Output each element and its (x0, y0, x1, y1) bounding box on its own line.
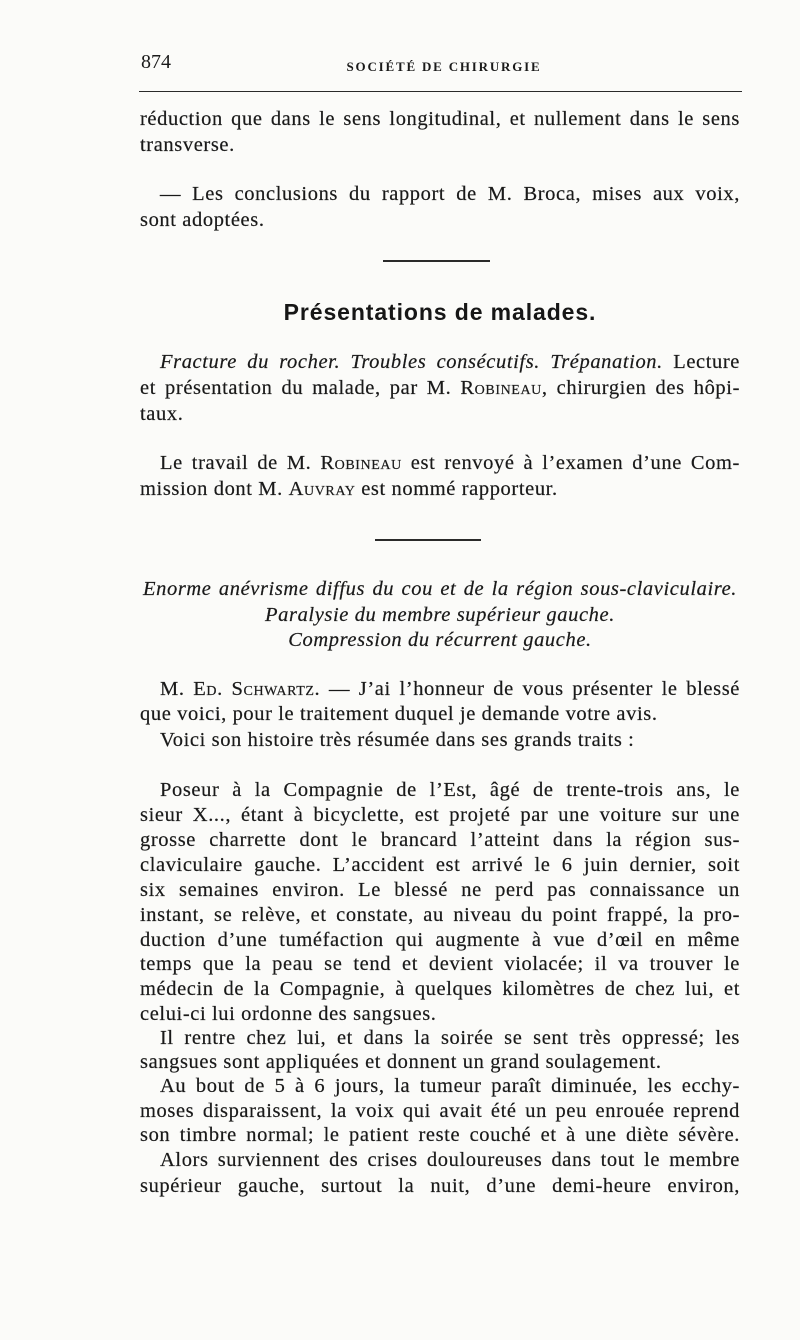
text-span: est renvoyé à l’examen d’une Com- (410, 452, 740, 474)
text-line (160, 451, 740, 476)
text-line: — Les conclusions du rapport de M. Broca, mises aux voix, (160, 183, 740, 205)
text-line: réduction que dans le sens longitudinal, et nullement dans le sens (140, 108, 740, 130)
text-line: moses disparaissent, la voix qui avait été un peu enrouée reprend (140, 1100, 740, 1122)
text-line: instant, se relève, et constate, au niveau du point frappé, la pro- (140, 904, 740, 926)
text-span: M. (160, 678, 185, 700)
text-line (160, 350, 740, 375)
text-line (140, 477, 740, 502)
text-line: que voici, pour le traitement duquel je demande votre avis. (140, 703, 658, 725)
case-title-line: Compression du récurrent gauche. (288, 629, 592, 651)
text-line (160, 677, 740, 702)
text-span: est nommé rapporteur. (361, 478, 558, 500)
section-heading: Présentations de malades. (283, 299, 597, 325)
text-line: son timbre normal; le patient reste couché et à une diète sévère. (140, 1124, 740, 1146)
text-line: claviculaire gauche. L’accident est arrivé le 6 juin dernier, soit (140, 854, 740, 876)
text-span: mission dont M. (140, 478, 283, 500)
text-line: grosse charrette dont le brancard l’atteint dans la région sus- (140, 829, 740, 851)
text-line: Voici son histoire très résumée dans ses grands traits : (160, 729, 635, 751)
text-line: médecin de la Compagnie, à quelques kilomètres de chez lui, et (140, 978, 740, 1000)
text-line: supérieur gauche, surtout la nuit, d’une demi-heure environ, (140, 1175, 740, 1197)
text-line: sont adoptées. (140, 209, 265, 231)
speaker-name: Ed. Schwartz. (193, 678, 321, 700)
text-line (140, 376, 740, 401)
text-line: Alors surviennent des crises douloureuses dans tout le membre (160, 1149, 740, 1171)
rapporteur-name: Auvray (288, 478, 356, 500)
text-line: celui-ci lui ordonne des sangsues. (140, 1003, 437, 1025)
text-span: Le travail de M. (160, 452, 312, 474)
text-span: — J’ai l’honneur de vous présenter le blessé (328, 678, 740, 700)
header-rule (139, 91, 742, 92)
text-line: Il rentre chez lui, et dans la soirée se sent très oppressé; les (160, 1027, 740, 1049)
page-number: 874 (141, 51, 171, 73)
text-line: sangsues sont appliquées et donnent un grand soulagement. (140, 1051, 662, 1073)
running-title: SOCIÉTÉ DE CHIRURGIE (346, 59, 542, 74)
article-title-italic: Fracture du rocher. Troubles consécutifs. Trépanation. (160, 351, 663, 373)
case-title-line: Paralysie du membre supérieur gauche. (265, 604, 615, 626)
text-line: duction d’une tuméfaction qui augmente à vue d’œil en même (140, 929, 740, 951)
text-line: sieur X..., étant à bicyclette, est projeté par une voiture sur une (140, 804, 740, 826)
text-line: taux. (140, 403, 184, 425)
text-line: transverse. (140, 134, 235, 156)
separator-rule (375, 539, 481, 541)
text-span: , chirurgien des hôpi- (541, 377, 741, 399)
case-title-line: Enorme anévrisme diffus du cou et de la région sous-claviculaire. (143, 578, 737, 600)
author-name: Robineau (460, 377, 542, 399)
author-name: Robineau (320, 452, 402, 474)
text-line: temps que la peau se tend et devient violacée; il va trouver le (140, 953, 740, 975)
separator-rule (383, 260, 490, 262)
text-span: et présentation du malade, par M. (140, 377, 452, 399)
text-line: six semaines environ. Le blessé ne perd pas connaissance un (140, 879, 740, 901)
text-line: Poseur à la Compagnie de l’Est, âgé de trente-trois ans, le (160, 779, 740, 801)
text-span: Lecture (673, 351, 740, 373)
text-line: Au bout de 5 à 6 jours, la tumeur paraît diminuée, les ecchy- (160, 1075, 740, 1097)
